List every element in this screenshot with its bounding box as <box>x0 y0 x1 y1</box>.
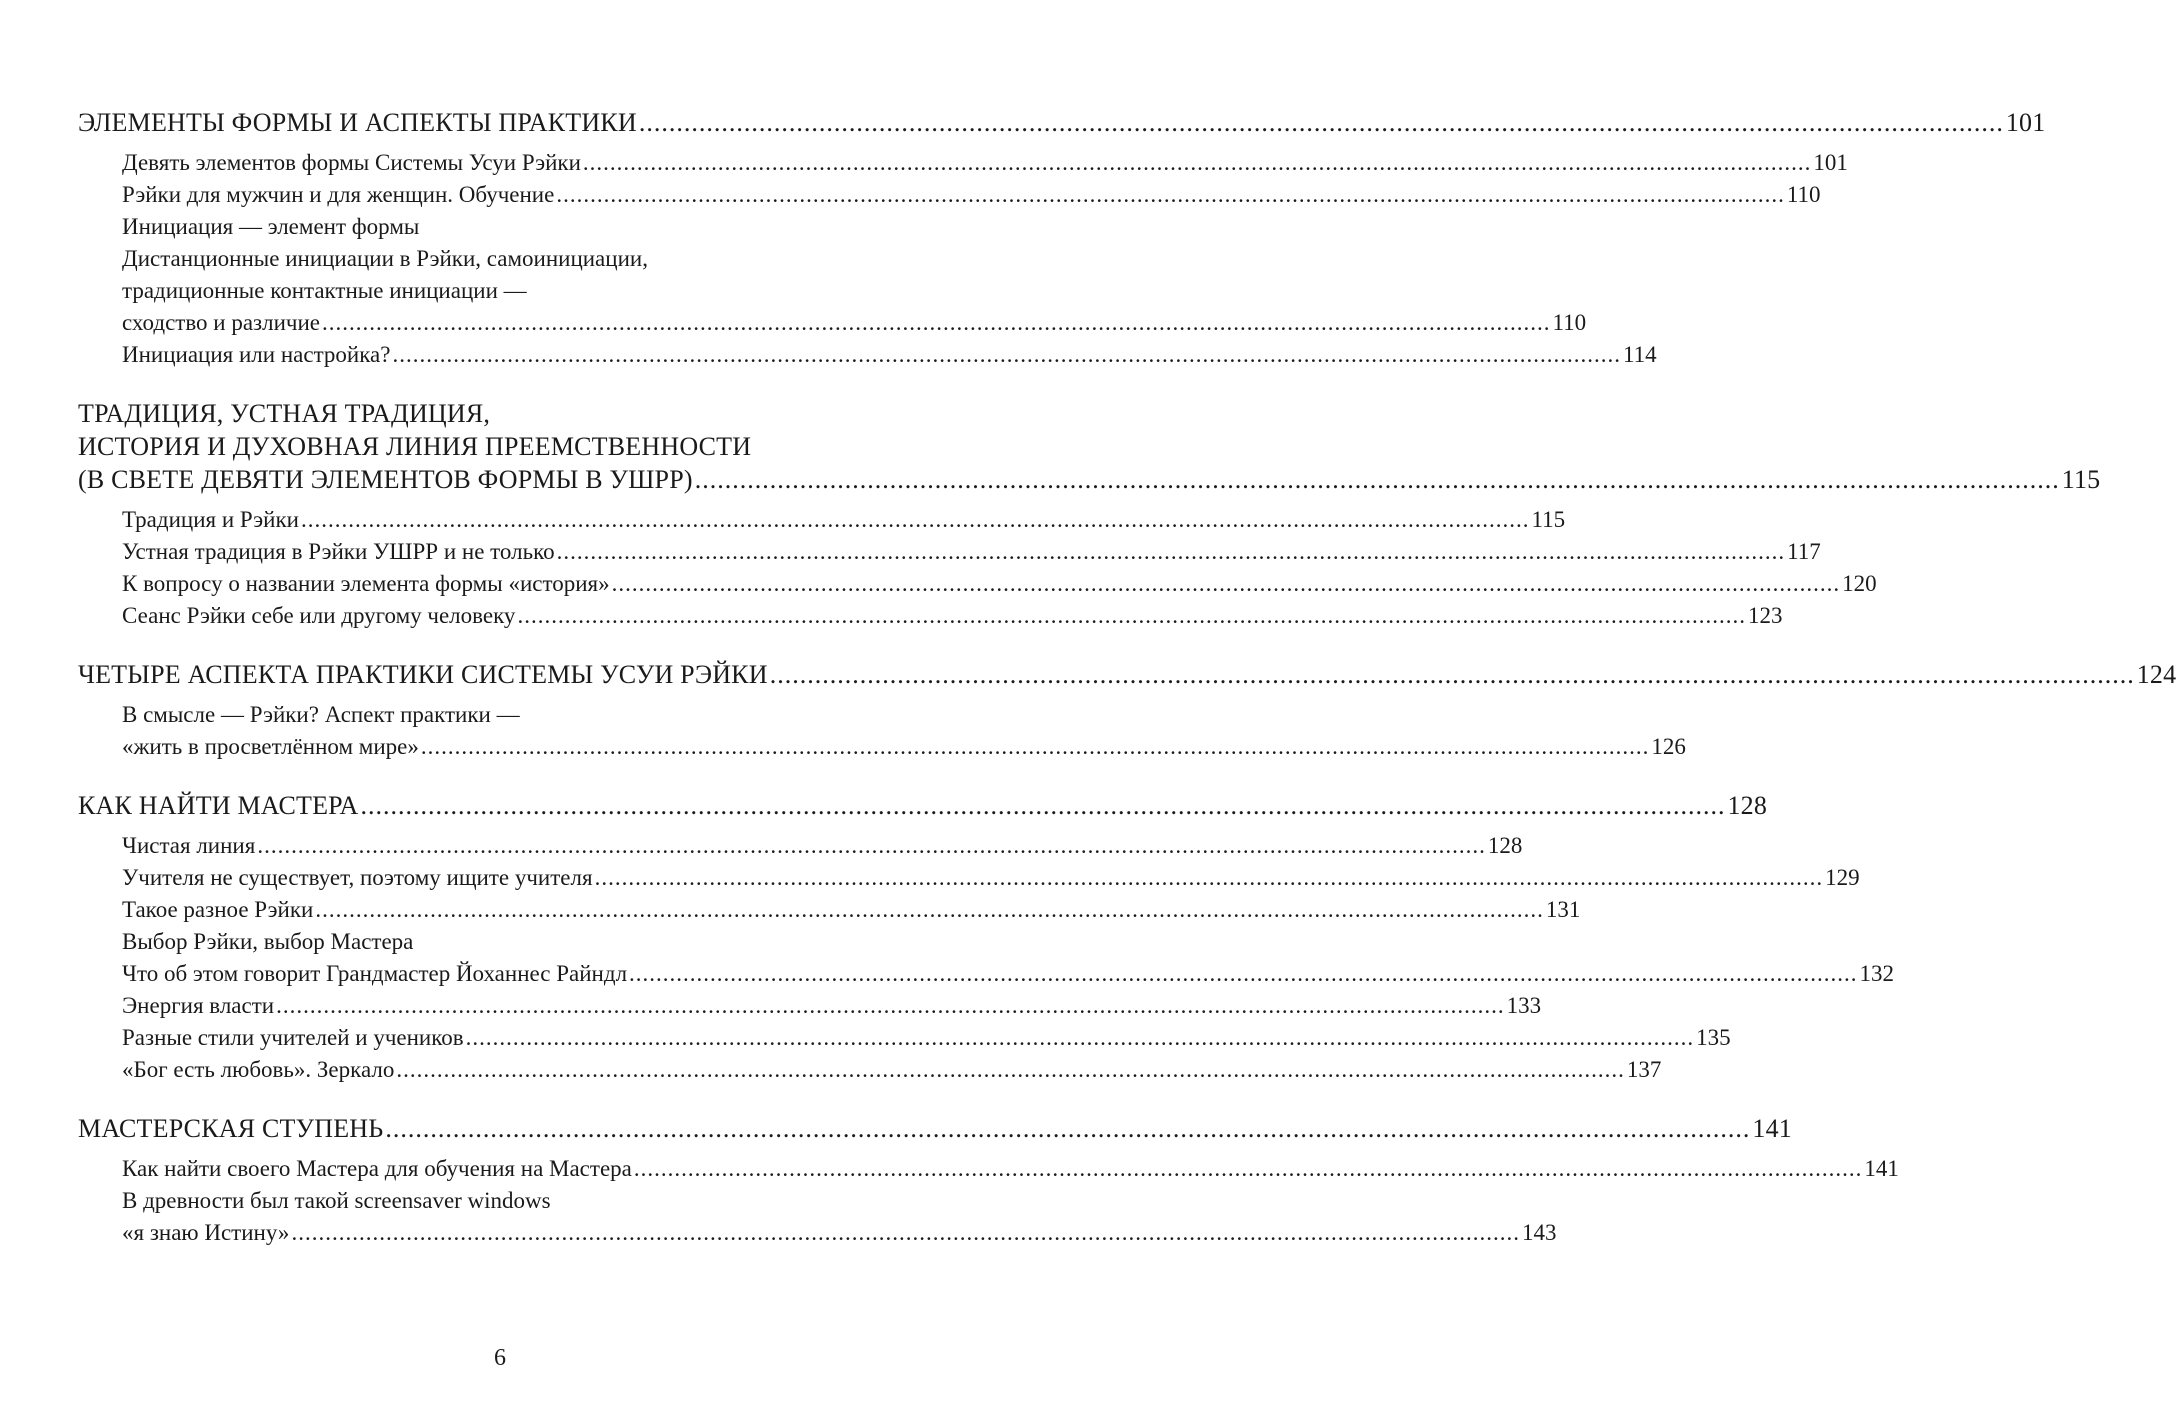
toc-entry <box>78 1022 1731 1054</box>
toc-entry-title: Чистая линия <box>122 833 256 858</box>
toc-entry-row <box>122 1054 1662 1086</box>
toc-entry-line: традиционные контактные инициации — <box>122 278 527 303</box>
dot-leader <box>556 179 1785 211</box>
toc-entry-page: 117 <box>1787 539 1821 564</box>
toc-entry <box>78 536 1821 568</box>
toc-entry <box>78 504 1566 536</box>
section-heading <box>78 397 2101 496</box>
toc-section <box>78 789 1895 1086</box>
dot-leader <box>595 862 1824 894</box>
toc-entry-page: 126 <box>1651 734 1686 759</box>
dot-leader <box>322 307 1551 339</box>
section-heading <box>78 106 2046 139</box>
toc-entry-title: Рэйки для мужчин и для женщин. Обучение <box>122 182 555 207</box>
section-heading-row <box>78 106 2046 139</box>
table-of-contents <box>78 106 2176 1275</box>
toc-entry-page: 129 <box>1825 865 1860 890</box>
toc-entry <box>78 1054 1662 1086</box>
section-heading <box>78 789 1768 822</box>
toc-entry-row <box>122 307 1587 339</box>
toc-entry-title: Учителя не существует, поэтому ищите учителя <box>122 865 593 890</box>
toc-entry-page: 137 <box>1626 1057 1662 1082</box>
toc-entry <box>78 1185 1557 1249</box>
toc-entry-row <box>122 894 1581 926</box>
toc-entry-page: 123 <box>1747 603 1783 628</box>
toc-entry-row <box>122 568 1877 600</box>
toc-entry-title: Девять элементов формы Системы Усуи Рэйки <box>122 150 581 175</box>
toc-entry-row <box>122 179 1821 211</box>
toc-entry <box>78 147 1848 179</box>
section-heading-row <box>78 463 2101 496</box>
toc-entry-page: 110 <box>1552 310 1587 335</box>
section-heading-line: ИСТОРИЯ И ДУХОВНАЯ ЛИНИЯ ПРЕЕМСТВЕННОСТИ <box>78 432 752 461</box>
section-heading-row <box>78 1112 1792 1145</box>
toc-entry <box>78 862 1860 894</box>
dot-leader <box>770 658 2135 691</box>
toc-entry-title: Сеанс Рэйки себе или другому человеку <box>122 603 516 628</box>
page-number: 6 <box>494 1345 506 1371</box>
toc-entry-row <box>122 731 1686 763</box>
toc-entry <box>78 211 1587 339</box>
toc-entry-line: В смысле — Рэйки? Аспект практики — <box>122 702 520 727</box>
toc-entry-page: 132 <box>1859 961 1895 986</box>
section-heading-row <box>78 789 1768 822</box>
dot-leader <box>385 1112 1750 1145</box>
toc-entry-page: 120 <box>1842 571 1877 596</box>
dot-leader <box>421 731 1650 763</box>
dot-leader <box>634 1153 1863 1185</box>
toc-entry-row <box>122 958 1895 990</box>
toc-entry-title: сходство и различие <box>122 310 321 335</box>
toc-entry-title: К вопросу о названии элемента формы «история» <box>122 571 610 596</box>
toc-entry <box>78 339 1657 371</box>
toc-entry-line: Дистанционные инициации в Рэйки, самоинициации, <box>122 246 648 271</box>
dot-leader <box>612 568 1841 600</box>
toc-entry-page: 115 <box>1531 507 1566 532</box>
toc-entry-title: Что об этом говорит Грандмастер Йоханнес Райндл <box>122 961 628 986</box>
toc-entry-row <box>122 862 1860 894</box>
section-heading-page: 115 <box>2061 465 2101 494</box>
toc-entry <box>78 1153 1899 1185</box>
toc-entry-title: Энергия власти <box>122 993 275 1018</box>
section-heading-title: МАСТЕРСКАЯ СТУПЕНЬ <box>78 1114 384 1143</box>
toc-entry-row <box>122 1217 1557 1249</box>
section-heading-page: 128 <box>1727 791 1768 820</box>
toc-entry-title: Устная традиция в Рэйки УШРР и не только <box>122 539 555 564</box>
toc-entry-row <box>122 830 1523 862</box>
dot-leader <box>360 789 1725 822</box>
toc-entry-page: 143 <box>1521 1220 1557 1245</box>
section-heading-page: 141 <box>1752 1114 1792 1143</box>
toc-entry <box>78 699 1686 763</box>
toc-entry-line: В древности был такой screensaver windows <box>122 1188 551 1213</box>
toc-entry-line: Выбор Рэйки, выбор Мастера <box>122 929 414 954</box>
dot-leader <box>583 147 1812 179</box>
dot-leader <box>517 600 1746 632</box>
section-heading-row <box>78 658 2176 691</box>
section-heading-page: 101 <box>2005 108 2046 137</box>
toc-entry-line: Инициация — элемент формы <box>122 214 420 239</box>
toc-entry <box>78 990 1542 1022</box>
toc-entry-title: «я знаю Истину» <box>122 1220 290 1245</box>
dot-leader <box>629 958 1858 990</box>
dot-leader <box>639 106 2004 139</box>
dot-leader <box>466 1022 1695 1054</box>
dot-leader <box>695 463 2060 496</box>
toc-entry <box>78 568 1877 600</box>
toc-entry-row <box>122 1022 1731 1054</box>
section-heading-page: 124 <box>2136 660 2176 689</box>
toc-entry-page: 135 <box>1696 1025 1731 1050</box>
toc-entry-row <box>122 147 1848 179</box>
dot-leader <box>392 339 1621 371</box>
section-heading-title: КАК НАЙТИ МАСТЕРА <box>78 791 359 820</box>
toc-entry-title: Разные стили учителей и учеников <box>122 1025 464 1050</box>
dot-leader <box>557 536 1786 568</box>
toc-entry-title: Традиция и Рэйки <box>122 507 299 532</box>
toc-entry-row <box>122 504 1566 536</box>
toc-entry-page: 141 <box>1864 1156 1899 1181</box>
section-heading <box>78 658 2176 691</box>
toc-entry-row <box>122 339 1657 371</box>
toc-entry-title: Как найти своего Мастера для обучения на Мастера <box>122 1156 632 1181</box>
toc-section <box>78 397 2101 632</box>
section-heading-title: ЧЕТЫРЕ АСПЕКТА ПРАКТИКИ СИСТЕМЫ УСУИ РЭЙКИ <box>78 660 768 689</box>
toc-entry-page: 114 <box>1622 342 1657 367</box>
dot-leader <box>276 990 1505 1022</box>
toc-entry <box>78 830 1523 862</box>
dot-leader <box>301 504 1530 536</box>
section-heading-line: ТРАДИЦИЯ, УСТНАЯ ТРАДИЦИЯ, <box>78 399 491 428</box>
dot-leader <box>257 830 1486 862</box>
toc-entry-page: 101 <box>1813 150 1848 175</box>
toc-entry <box>78 894 1581 926</box>
toc-section <box>78 658 2176 763</box>
toc-entry-title: Такое разное Рэйки <box>122 897 314 922</box>
toc-entry-page: 131 <box>1545 897 1581 922</box>
toc-entry-page: 128 <box>1487 833 1523 858</box>
toc-entry-title: Инициация или настройка? <box>122 342 391 367</box>
toc-entry-row <box>122 1153 1899 1185</box>
toc-entry-row <box>122 536 1821 568</box>
toc-section <box>78 106 2046 371</box>
toc-entry-title: «жить в просветлённом мире» <box>122 734 419 759</box>
toc-entry-title: «Бог есть любовь». Зеркало <box>122 1057 395 1082</box>
toc-entry <box>78 926 1895 990</box>
dot-leader <box>291 1217 1520 1249</box>
dot-leader <box>396 1054 1625 1086</box>
section-heading <box>78 1112 1792 1145</box>
toc-entry-row <box>122 600 1783 632</box>
toc-entry <box>78 179 1821 211</box>
section-heading-title: (В СВЕТЕ ДЕВЯТИ ЭЛЕМЕНТОВ ФОРМЫ В УШРР) <box>78 465 693 494</box>
toc-entry <box>78 600 1783 632</box>
dot-leader <box>315 894 1544 926</box>
toc-section <box>78 1112 1899 1249</box>
section-heading-title: ЭЛЕМЕНТЫ ФОРМЫ И АСПЕКТЫ ПРАКТИКИ <box>78 108 637 137</box>
toc-entry-page: 133 <box>1506 993 1542 1018</box>
toc-entry-page: 110 <box>1786 182 1821 207</box>
toc-entry-row <box>122 990 1542 1022</box>
